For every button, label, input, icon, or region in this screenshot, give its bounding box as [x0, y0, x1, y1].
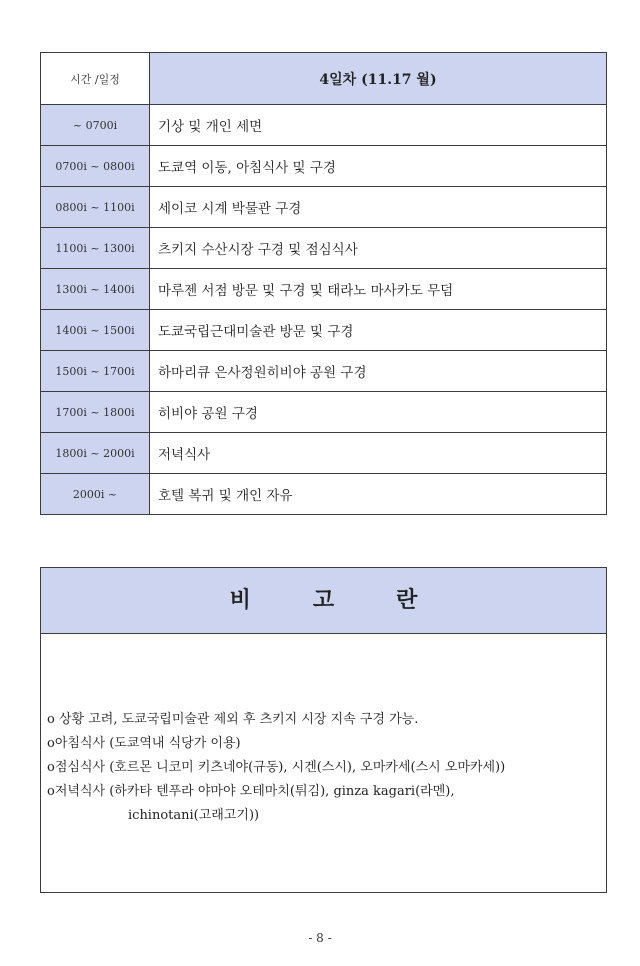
activity-cell: 마루젠 서점 방문 및 구경 및 태라노 마사카도 무덤: [150, 269, 607, 310]
time-cell: 1300i ~ 1400i: [41, 269, 150, 310]
activity-cell: 기상 및 개인 세면: [150, 105, 607, 146]
table-row: [41, 105, 607, 146]
activity-cell: 하마리큐 은사정원히비야 공원 구경: [150, 351, 607, 392]
time-cell: 0700i ~ 0800i: [41, 146, 150, 187]
time-cell: 2000i ~: [41, 474, 150, 515]
table-row: [41, 474, 607, 515]
table-row: [41, 269, 607, 310]
note-line: o점심식사 (호르몬 니코미 키츠네야(규동), 시겐(스시), 오마카세(스시 오마카세)): [47, 760, 506, 775]
table-row: [41, 310, 607, 351]
table-row: [41, 351, 607, 392]
schedule-header-row: [41, 53, 607, 105]
time-cell: 1800i ~ 2000i: [41, 433, 150, 474]
notes-title: 비고란: [41, 568, 606, 634]
activity-cell: 세이코 시계 박물관 구경: [150, 187, 607, 228]
activity-cell: 저녁식사: [150, 433, 607, 474]
table-row: [41, 433, 607, 474]
note-line: o아침식사 (도쿄역내 식당가 이용): [47, 736, 241, 751]
table-row: [41, 392, 607, 433]
note-line: o 상황 고려, 도쿄국립미술관 제외 후 츠키지 시장 지속 구경 가능.: [47, 712, 419, 727]
activity-cell: 도쿄역 이동, 아침식사 및 구경: [150, 146, 607, 187]
activity-cell: 호텔 복귀 및 개인 자유: [150, 474, 607, 515]
activity-cell: 히비야 공원 구경: [150, 392, 607, 433]
note-line-continuation: ichinotani(고래고기)): [128, 808, 260, 823]
notes-body: [47, 708, 602, 828]
time-cell: 1500i ~ 1700i: [41, 351, 150, 392]
schedule-table: [40, 52, 607, 515]
time-cell: 0800i ~ 1100i: [41, 187, 150, 228]
time-cell: 1100i ~ 1300i: [41, 228, 150, 269]
time-cell: 1700i ~ 1800i: [41, 392, 150, 433]
time-cell: 1400i ~ 1500i: [41, 310, 150, 351]
time-column-header: 시간 /일정: [41, 53, 150, 105]
note-line: o저녁식사 (하카타 텐푸라 야마야 오테마치(튀김), ginza kagari(라멘),: [47, 784, 455, 799]
day-header: 4일차 (11.17 월): [150, 53, 607, 105]
activity-cell: 츠키지 수산시장 구경 및 점심식사: [150, 228, 607, 269]
notes-box: [40, 567, 607, 893]
activity-cell: 도쿄국립근대미술관 방문 및 구경: [150, 310, 607, 351]
table-row: [41, 146, 607, 187]
table-row: [41, 228, 607, 269]
table-row: [41, 187, 607, 228]
page-number: - 8 -: [308, 931, 332, 945]
time-cell: ~ 0700i: [41, 105, 150, 146]
